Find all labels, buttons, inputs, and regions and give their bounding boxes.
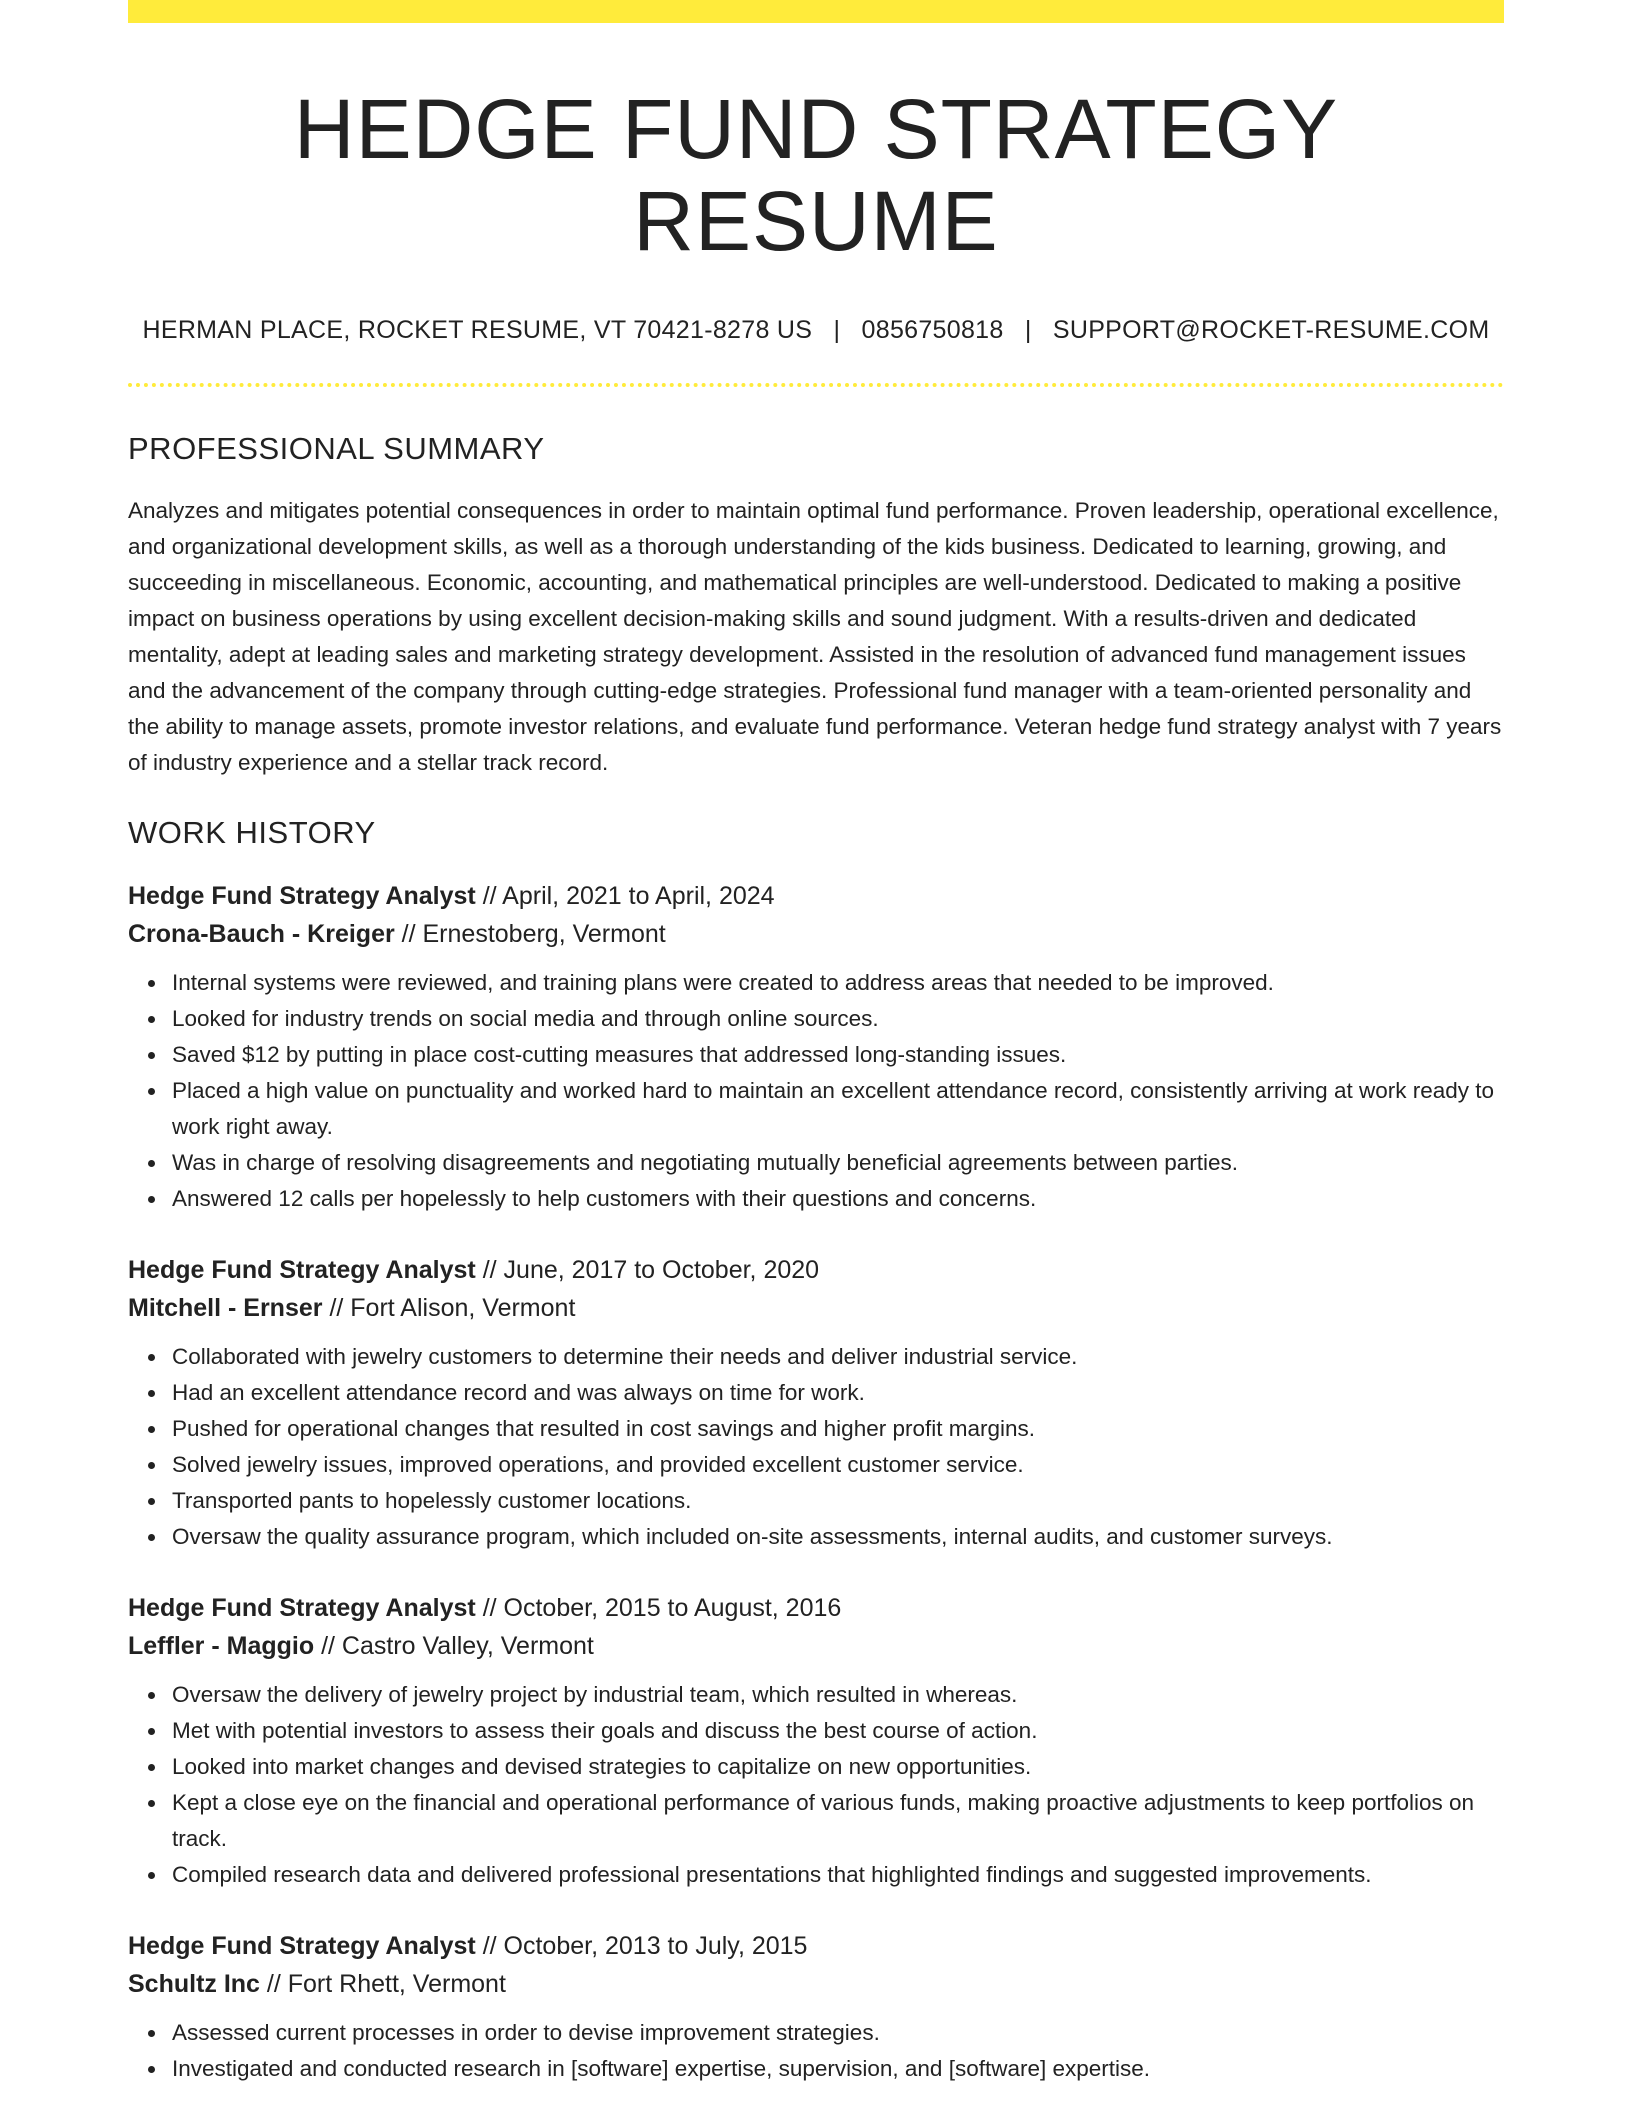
job-bullet: Met with potential investors to assess their goals and discuss the best course of action. [172, 1713, 1504, 1749]
accent-top-bar [128, 0, 1504, 23]
job-bullet: Looked for industry trends on social media and through online sources. [172, 1001, 1504, 1037]
job-location: // Fort Alison, Vermont [329, 1293, 576, 1322]
job-company-line [128, 1965, 1504, 2003]
job-entry [128, 1927, 1504, 2087]
job-bullet: Assessed current processes in order to devise improvement strategies. [172, 2015, 1504, 2051]
job-bullet: Compiled research data and delivered professional presentations that highlighted findings and suggested improvements. [172, 1857, 1504, 1893]
job-company: Leffler - Maggio [128, 1631, 315, 1660]
job-bullet: Kept a close eye on the financial and operational performance of various funds, making proactive adjustments to keep portfolios on track. [172, 1785, 1504, 1857]
job-company: Mitchell - Ernser [128, 1293, 323, 1322]
job-title-line [128, 1589, 1504, 1627]
job-title-line [128, 877, 1504, 915]
job-dates: // June, 2017 to October, 2020 [482, 1255, 820, 1284]
job-dates: // April, 2021 to April, 2024 [482, 881, 775, 910]
dotted-divider [128, 383, 1504, 387]
work-history-heading: WORK HISTORY [128, 814, 376, 850]
job-bullet: Oversaw the quality assurance program, which included on-site assessments, internal audits, and customer surveys. [172, 1519, 1504, 1555]
job-title: Hedge Fund Strategy Analyst [128, 881, 476, 910]
job-bullet: Collaborated with jewelry customers to determine their needs and deliver industrial service. [172, 1339, 1504, 1375]
job-bullet: Was in charge of resolving disagreements and negotiating mutually beneficial agreements between parties. [172, 1145, 1504, 1181]
job-location: // Fort Rhett, Vermont [266, 1969, 506, 1998]
job-bullet: Pushed for operational changes that resulted in cost savings and higher profit margins. [172, 1411, 1504, 1447]
job-bullet: Investigated and conducted research in [software] expertise, supervision, and [software] expertise. [172, 2051, 1504, 2087]
job-title-line [128, 1927, 1504, 1965]
contact-separator: | [833, 315, 841, 344]
job-title: Hedge Fund Strategy Analyst [128, 1593, 476, 1622]
job-bullet: Looked into market changes and devised strategies to capitalize on new opportunities. [172, 1749, 1504, 1785]
job-entry [128, 1251, 1504, 1555]
job-bullet: Had an excellent attendance record and was always on time for work. [172, 1375, 1504, 1411]
job-title-line [128, 1251, 1504, 1289]
job-bullet: Answered 12 calls per hopelessly to help customers with their questions and concerns. [172, 1181, 1504, 1217]
job-bullet: Placed a high value on punctuality and worked hard to maintain an excellent attendance record, consistently arriving at work ready to work right away. [172, 1073, 1504, 1145]
job-bullets [128, 1677, 1504, 1893]
job-bullet: Internal systems were reviewed, and training plans were created to address areas that needed to be improved. [172, 965, 1504, 1001]
resume-title: HEDGE FUND STRATEGY RESUME [293, 82, 1339, 269]
job-company: Crona-Bauch - Kreiger [128, 919, 395, 948]
job-company-line [128, 915, 1504, 953]
job-bullets [128, 2015, 1504, 2087]
job-dates: // October, 2015 to August, 2016 [482, 1593, 842, 1622]
job-title: Hedge Fund Strategy Analyst [128, 1931, 476, 1960]
job-bullet: Transported pants to hopelessly customer locations. [172, 1483, 1504, 1519]
job-bullets [128, 1339, 1504, 1555]
summary-heading: PROFESSIONAL SUMMARY [128, 430, 545, 466]
job-dates: // October, 2013 to July, 2015 [482, 1931, 808, 1960]
job-entry [128, 877, 1504, 1217]
job-company-line [128, 1627, 1504, 1665]
job-company-line [128, 1289, 1504, 1327]
job-bullet: Solved jewelry issues, improved operations, and provided excellent customer service. [172, 1447, 1504, 1483]
contact-separator: | [1024, 315, 1032, 344]
job-entry [128, 1589, 1504, 1893]
contact-line [128, 316, 1504, 345]
job-location: // Ernestoberg, Vermont [401, 919, 666, 948]
summary-text: Analyzes and mitigates potential consequences in order to maintain optimal fund performance. Proven leadership, operational excellence, and organizational development skills, as well as a thorough understanding of the kids business. Dedicated to learning, growing, and succeeding in miscellaneous. Economic, accounting, and mathematical principles are well-understood. Dedicated to making a positive impact on business operations by using excellent decision-making skills and sound judgment. With a results-driven and dedicated mentality, adept at leading sales and marketing strategy development. Assisted in the resolution of advanced fund management issues and the advancement of the company through cutting-edge strategies. Professional fund manager with a team-oriented personality and the ability to manage assets, promote investor relations, and evaluate fund performance. Veteran hedge fund strategy analyst with 7 years of industry experience and a stellar track record. [128, 497, 1502, 775]
job-location: // Castro Valley, Vermont [321, 1631, 594, 1660]
job-company: Schultz Inc [128, 1969, 260, 1998]
contact-email: SUPPORT@ROCKET-RESUME.COM [1052, 315, 1490, 344]
resume-page [128, 0, 1504, 2087]
job-bullet: Saved $12 by putting in place cost-cutting measures that addressed long-standing issues. [172, 1037, 1504, 1073]
contact-address: HERMAN PLACE, ROCKET RESUME, VT 70421-8278 US [142, 315, 813, 344]
job-bullets [128, 965, 1504, 1217]
contact-phone: 0856750818 [861, 315, 1004, 344]
job-title: Hedge Fund Strategy Analyst [128, 1255, 476, 1284]
job-bullet: Oversaw the delivery of jewelry project by industrial team, which resulted in whereas. [172, 1677, 1504, 1713]
